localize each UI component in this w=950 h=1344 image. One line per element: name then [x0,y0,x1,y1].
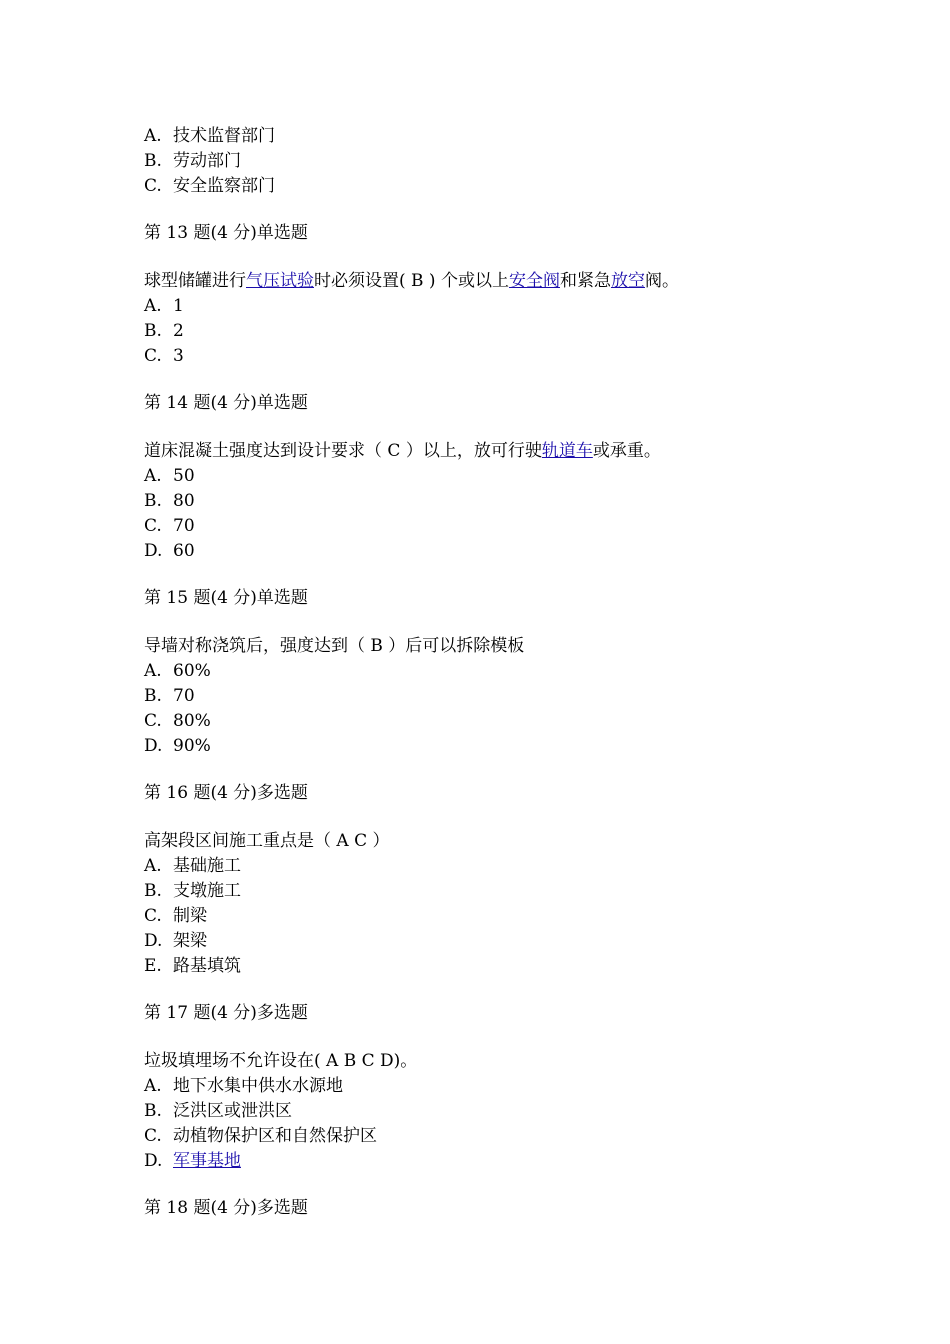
option-d: D. 60 [144,541,195,561]
document-page [144,124,904,1221]
option-a: A. 60% [144,661,211,681]
link-vent[interactable]: 放空 [610,271,645,291]
option-b: B. 80 [144,491,195,511]
option-b: B. 支墩施工 [144,881,241,901]
question-heading: 第 18 题(4 分)多选题 [144,1198,308,1218]
option-b: B. 劳动部门 [144,151,241,171]
question-stem: 球型储罐进行气压试验时必须设置( B ) 个或以上安全阀和紧急放空阀。 [144,271,679,291]
question-stem: 道床混凝土强度达到设计要求（ C ）以上，放可行驶轨道车或承重。 [144,441,661,461]
link-rail-car[interactable]: 轨道车 [541,441,593,461]
option-a: A. 技术监督部门 [144,126,275,146]
option-b: B. 泛洪区或泄洪区 [144,1101,292,1121]
option-b: B. 70 [144,686,195,706]
option-d: D. 架梁 [144,931,207,951]
question-stem: 导墙对称浇筑后，强度达到（ B ）后可以拆除模板 [144,636,525,656]
option-c: C. 动植物保护区和自然保护区 [144,1126,377,1146]
option-d: D. 90% [144,736,211,756]
question-heading: 第 17 题(4 分)多选题 [144,1003,308,1023]
option-c: C. 80% [144,711,211,731]
question-heading: 第 14 题(4 分)单选题 [144,393,308,413]
question-stem: 垃圾填埋场不允许设在( A B C D)。 [144,1051,418,1071]
link-safety-valve[interactable]: 安全阀 [508,271,560,291]
option-c: C. 安全监察部门 [144,176,275,196]
question-heading: 第 13 题(4 分)单选题 [144,223,308,243]
option-a: A. 1 [144,296,184,316]
option-c: C. 70 [144,516,195,536]
question-heading: 第 16 题(4 分)多选题 [144,783,308,803]
option-c: C. 制梁 [144,906,207,926]
option-b: B. 2 [144,321,184,341]
link-military-base[interactable]: 军事基地 [173,1151,241,1171]
link-gas-pressure-test[interactable]: 气压试验 [246,271,314,291]
option-d: D. 军事基地 [144,1151,241,1171]
option-a: A. 地下水集中供水水源地 [144,1076,343,1096]
option-e: E. 路基填筑 [144,956,241,976]
option-a: A. 基础施工 [144,856,241,876]
option-c: C. 3 [144,346,184,366]
option-a: A. 50 [144,466,195,486]
question-stem: 高架段区间施工重点是（ A C ） [144,831,390,851]
question-heading: 第 15 题(4 分)单选题 [144,588,308,608]
